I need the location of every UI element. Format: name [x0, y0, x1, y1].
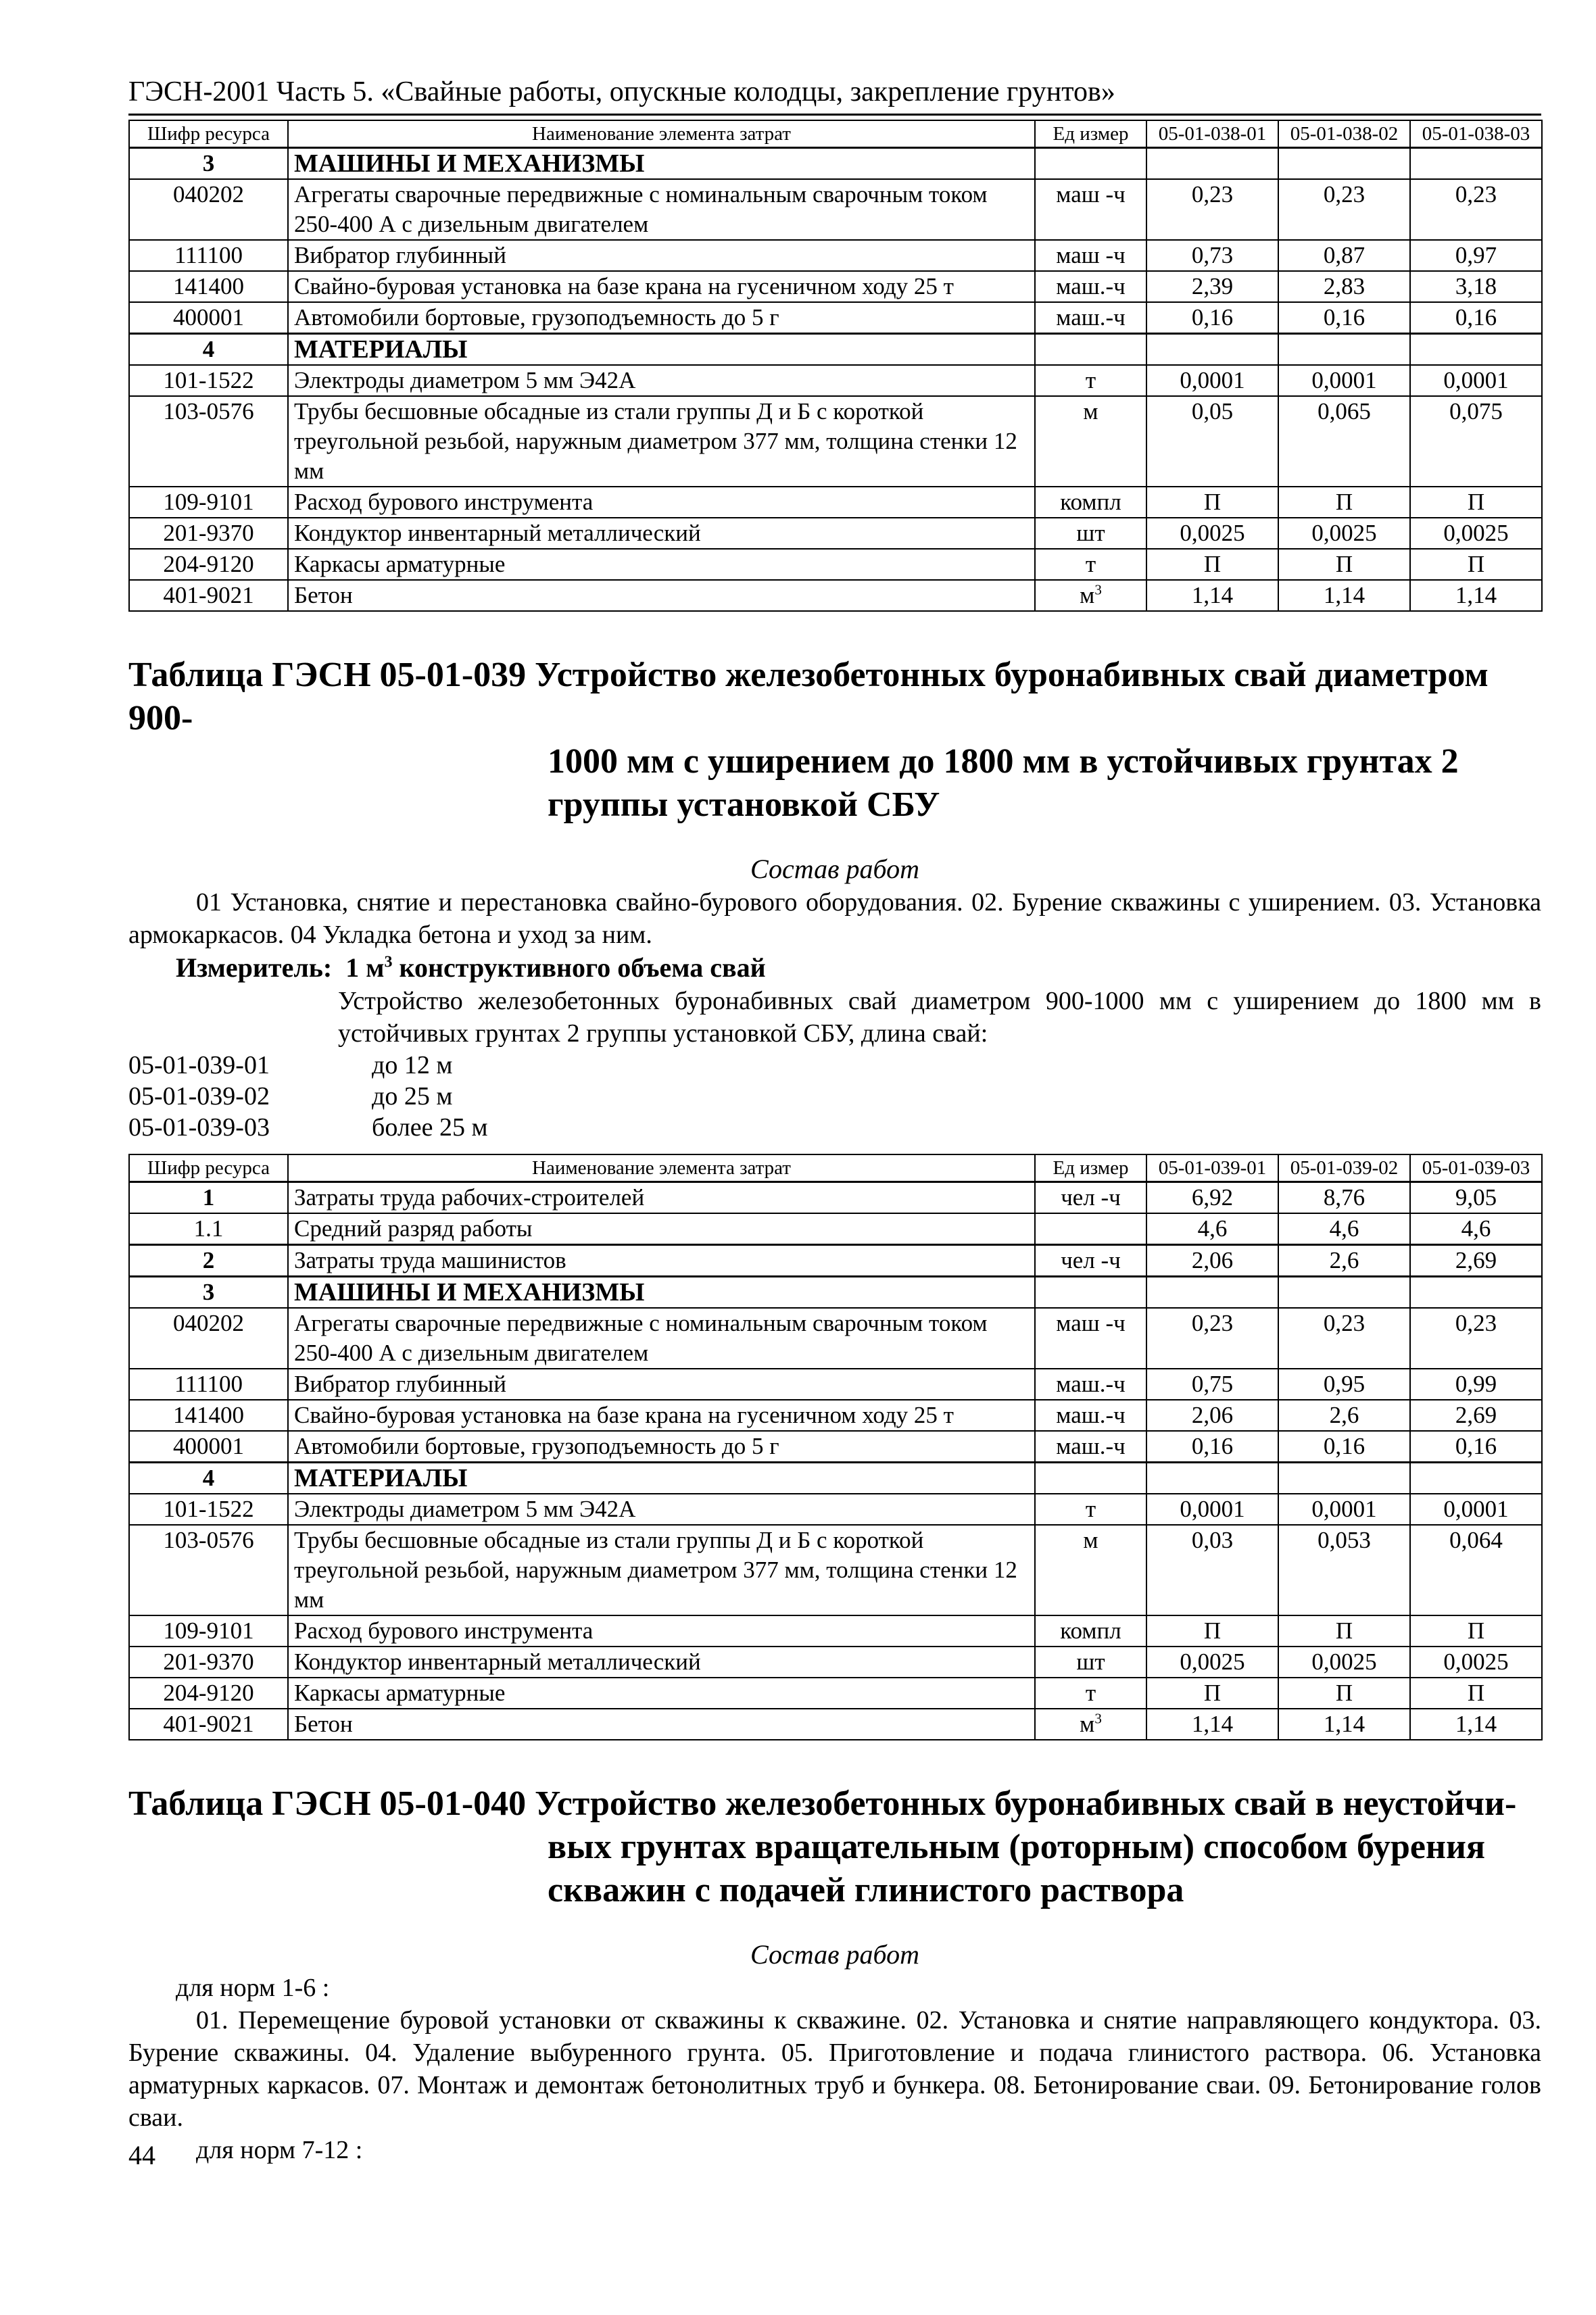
- norm-value-3: 0,0001: [1410, 365, 1542, 396]
- resource-code: 109-9101: [129, 487, 288, 518]
- norm-value-1: 2,39: [1146, 271, 1278, 302]
- works-description: 01 Установка, снятие и перестановка свайно-бурового оборудования. 02. Бурение скважины с уширением. 03. Установка армокаркасов. 04 Укладка бетона и уход за ним.: [128, 888, 1541, 949]
- resource-code: 111100: [129, 240, 288, 271]
- table-row: [129, 271, 1542, 302]
- col-header-name: Наименование элемента затрат: [288, 1154, 1035, 1182]
- table-header-row: [129, 120, 1542, 148]
- norm-value-1: 6,92: [1146, 1182, 1278, 1214]
- resource-code: 4: [129, 1463, 288, 1494]
- norm-value-3: [1410, 148, 1542, 180]
- norm-value-3: 0,23: [1410, 1308, 1542, 1369]
- document-page: [128, 74, 1541, 2166]
- resource-name: Расход бурового инструмента: [288, 1615, 1035, 1647]
- norm-value-3: П: [1410, 1615, 1542, 1647]
- norm-value-3: 0,064: [1410, 1525, 1542, 1615]
- norm-value-1: [1146, 1277, 1278, 1309]
- norm-value-2: 0,95: [1278, 1369, 1410, 1400]
- section-row: [129, 1463, 1542, 1494]
- norms-7-12-label: для норм 7-12 :: [196, 2136, 363, 2164]
- table-header-row: [129, 1154, 1542, 1182]
- table-title-039: [128, 654, 1541, 827]
- norm-value-3: 1,14: [1410, 1709, 1542, 1740]
- resource-name: Кондуктор инвентарный металлический: [288, 518, 1035, 549]
- table-row: [129, 1308, 1542, 1369]
- resource-code: 3: [129, 148, 288, 180]
- resource-code: 1: [129, 1182, 288, 1214]
- norm-value-1: 0,0001: [1146, 1494, 1278, 1525]
- table-row: [129, 1213, 1542, 1245]
- resource-code: 040202: [129, 179, 288, 240]
- table-title-lead: Таблица ГЭСН 05-01-039 Устройство железобетонных буронабивных свай диаметром 900-: [128, 656, 1489, 737]
- unit-cell: м: [1035, 1525, 1146, 1615]
- table-row: [129, 365, 1542, 396]
- norm-value-3: 9,05: [1410, 1182, 1542, 1214]
- norm-value-3: 0,23: [1410, 179, 1542, 240]
- norm-value-2: 4,6: [1278, 1213, 1410, 1245]
- norm-value-2: 8,76: [1278, 1182, 1410, 1214]
- works-description: 01. Перемещение буровой установки от скважины к скважине. 02. Установка и снятие направляющего кондуктора. 03. Бурение скважины. 04. Удаление выбуренного грунта. 05. Приготовление и подача глинистого раствора. 06. Установка арматурных каркасов. 07. Монтаж и демонтаж бетонолитных труб и бункера. 08. Бетонирование сваи. 09. Бетонирование голов сваи.: [128, 2006, 1541, 2132]
- resource-code: 101-1522: [129, 365, 288, 396]
- resource-code: 204-9120: [129, 1678, 288, 1709]
- norm-value-1: П: [1146, 1678, 1278, 1709]
- col-header-norm-1: 05-01-038-01: [1146, 120, 1278, 148]
- resource-name: Свайно-буровая установка на базе крана на гусеничном ходу 25 т: [288, 1400, 1035, 1431]
- norm-value-3: 2,69: [1410, 1400, 1542, 1431]
- unit-cell: т: [1035, 1678, 1146, 1709]
- norm-value-3: [1410, 1463, 1542, 1494]
- norm-value-3: 0,97: [1410, 240, 1542, 271]
- unit-cell: [1035, 148, 1146, 180]
- table-row: [129, 396, 1542, 487]
- works-heading: Состав работ: [750, 1939, 919, 1970]
- table-row: [129, 1615, 1542, 1647]
- table-title-lead: Таблица ГЭСН 05-01-040 Устройство железобетонных буронабивных свай в неустойчи-: [128, 1784, 1517, 1823]
- col-header-norm-1: 05-01-039-01: [1146, 1154, 1278, 1182]
- norm-value-1: [1146, 334, 1278, 366]
- resource-name: Расход бурового инструмента: [288, 487, 1035, 518]
- resource-name: Средний разряд работы: [288, 1213, 1035, 1245]
- resource-code: 204-9120: [129, 549, 288, 580]
- variant-text: более 25 м: [372, 1113, 488, 1142]
- table-row: [129, 1647, 1542, 1678]
- unit-cell: маш.-ч: [1035, 1431, 1146, 1463]
- resource-name: Агрегаты сварочные передвижные с номинальным сварочным током 250-400 А с дизельным двигателем: [288, 1308, 1035, 1369]
- resource-name: Автомобили бортовые, грузоподъемность до 5 г: [288, 1431, 1035, 1463]
- unit-cell: [1035, 334, 1146, 366]
- norm-value-2: 0,23: [1278, 1308, 1410, 1369]
- section-row: [129, 334, 1542, 366]
- norm-value-3: 3,18: [1410, 271, 1542, 302]
- resource-name: МАШИНЫ И МЕХАНИЗМЫ: [288, 148, 1035, 180]
- resource-code: 101-1522: [129, 1494, 288, 1525]
- norm-value-1: [1146, 1463, 1278, 1494]
- norm-value-3: 0,99: [1410, 1369, 1542, 1400]
- resource-code: 141400: [129, 271, 288, 302]
- norm-value-2: 0,16: [1278, 1431, 1410, 1463]
- resource-table-038: [128, 120, 1543, 612]
- unit-cell: [1035, 1463, 1146, 1494]
- col-header-norm-3: 05-01-038-03: [1410, 120, 1542, 148]
- unit-cell: т: [1035, 549, 1146, 580]
- norm-value-2: 0,0001: [1278, 1494, 1410, 1525]
- norm-value-2: 0,065: [1278, 396, 1410, 487]
- unit-cell: $м^3$: [1035, 1709, 1146, 1740]
- table-row: [129, 1182, 1542, 1214]
- col-header-name: Наименование элемента затрат: [288, 120, 1035, 148]
- variant-text: до 25 м: [372, 1082, 453, 1111]
- table-row: [129, 240, 1542, 271]
- norm-value-1: 0,75: [1146, 1369, 1278, 1400]
- meter-line: [128, 951, 1541, 985]
- norm-value-1: 0,0001: [1146, 365, 1278, 396]
- col-header-code: Шифр ресурса: [129, 1154, 288, 1182]
- norm-value-2: 0,053: [1278, 1525, 1410, 1615]
- resource-code: 1.1: [129, 1213, 288, 1245]
- resource-name: Затраты труда машинистов: [288, 1245, 1035, 1277]
- norm-value-2: П: [1278, 549, 1410, 580]
- norm-value-3: 4,6: [1410, 1213, 1542, 1245]
- col-header-unit: Ед измер: [1035, 1154, 1146, 1182]
- table-row: [129, 1369, 1542, 1400]
- norm-value-1: 4,6: [1146, 1213, 1278, 1245]
- norm-value-2: 2,6: [1278, 1400, 1410, 1431]
- resource-name: Трубы бесшовные обсадные из стали группы Д и Б с короткой треугольной резьбой, наружным диаметром 377 мм, толщина стенки 12 мм: [288, 1525, 1035, 1615]
- norm-value-1: 1,14: [1146, 580, 1278, 611]
- resource-code: 4: [129, 334, 288, 366]
- resource-code: 040202: [129, 1308, 288, 1369]
- norm-value-2: П: [1278, 1678, 1410, 1709]
- table-row: [129, 302, 1542, 334]
- unit-cell: чел -ч: [1035, 1245, 1146, 1277]
- unit-cell: компл: [1035, 1615, 1146, 1647]
- norm-value-3: 2,69: [1410, 1245, 1542, 1277]
- norm-value-1: 0,16: [1146, 302, 1278, 334]
- variant-row: [128, 1050, 1541, 1081]
- norm-value-2: 2,83: [1278, 271, 1410, 302]
- norm-value-2: 0,16: [1278, 302, 1410, 334]
- variants-description: Устройство железобетонных буронабивных свай диаметром 900-1000 мм с уширением до 1800 мм в устойчивых грунтах 2 группы установкой СБУ, длина свай:: [338, 987, 1541, 1048]
- variant-code: 05-01-039-02: [128, 1082, 270, 1111]
- resource-name: Свайно-буровая установка на базе крана на гусеничном ходу 25 т: [288, 271, 1035, 302]
- unit-cell: [1035, 1277, 1146, 1309]
- norm-value-3: 0,075: [1410, 396, 1542, 487]
- norm-value-3: 1,14: [1410, 580, 1542, 611]
- norm-value-3: 0,0001: [1410, 1494, 1542, 1525]
- resource-code: 201-9370: [129, 1647, 288, 1678]
- norm-value-3: П: [1410, 549, 1542, 580]
- unit-cell: шт: [1035, 518, 1146, 549]
- works-heading: Состав работ: [750, 854, 919, 884]
- norm-value-3: П: [1410, 487, 1542, 518]
- norm-value-2: 0,0001: [1278, 365, 1410, 396]
- unit-cell: маш -ч: [1035, 240, 1146, 271]
- col-header-norm-2: 05-01-039-02: [1278, 1154, 1410, 1182]
- table-body: [129, 1182, 1542, 1740]
- unit-cell: [1035, 1213, 1146, 1245]
- norm-value-1: 0,03: [1146, 1525, 1278, 1615]
- unit-cell: чел -ч: [1035, 1182, 1146, 1214]
- resource-code: 111100: [129, 1369, 288, 1400]
- variants-list: [128, 1050, 1541, 1143]
- norm-value-2: [1278, 1463, 1410, 1494]
- norm-value-2: П: [1278, 1615, 1410, 1647]
- col-header-unit: Ед измер: [1035, 120, 1146, 148]
- table-title-rest: 1000 мм с уширением до 1800 мм в устойчивых грунтах 2 группы установкой СБУ: [548, 742, 1459, 824]
- norm-value-1: П: [1146, 1615, 1278, 1647]
- norm-value-1: 0,23: [1146, 179, 1278, 240]
- table-row: [129, 1245, 1542, 1277]
- norm-value-3: [1410, 1277, 1542, 1309]
- resource-code: 401-9021: [129, 580, 288, 611]
- table-row: [129, 1678, 1542, 1709]
- norm-value-2: [1278, 148, 1410, 180]
- table-row: [129, 1400, 1542, 1431]
- unit-cell: маш.-ч: [1035, 1369, 1146, 1400]
- section-row: [129, 1277, 1542, 1309]
- norm-value-2: 0,23: [1278, 179, 1410, 240]
- variant-code: 05-01-039-03: [128, 1113, 270, 1142]
- resource-code: 3: [129, 1277, 288, 1309]
- table-body: [129, 148, 1542, 612]
- table-row: [129, 1494, 1542, 1525]
- resource-name: МАТЕРИАЛЫ: [288, 334, 1035, 366]
- table-row: [129, 1709, 1542, 1740]
- resource-name: Электроды диаметром 5 мм Э42А: [288, 365, 1035, 396]
- resource-name: Бетон: [288, 580, 1035, 611]
- norm-value-1: 0,73: [1146, 240, 1278, 271]
- resource-name: Кондуктор инвентарный металлический: [288, 1647, 1035, 1678]
- resource-name: Бетон: [288, 1709, 1035, 1740]
- table-row: [129, 1431, 1542, 1463]
- norm-value-1: 1,14: [1146, 1709, 1278, 1740]
- table-row: [129, 580, 1542, 611]
- resource-name: Вибратор глубинный: [288, 1369, 1035, 1400]
- norm-value-2: 0,0025: [1278, 1647, 1410, 1678]
- unit-cell: маш.-ч: [1035, 1400, 1146, 1431]
- unit-cell: м: [1035, 396, 1146, 487]
- variant-row: [128, 1081, 1541, 1112]
- unit-cell: маш -ч: [1035, 1308, 1146, 1369]
- resource-name: Вибратор глубинный: [288, 240, 1035, 271]
- col-header-code: Шифр ресурса: [129, 120, 288, 148]
- col-header-norm-3: 05-01-039-03: [1410, 1154, 1542, 1182]
- meter-label: Измеритель:: [176, 952, 333, 983]
- norm-value-3: П: [1410, 1678, 1542, 1709]
- unit-cell: т: [1035, 365, 1146, 396]
- resource-name: Каркасы арматурные: [288, 1678, 1035, 1709]
- resource-name: Трубы бесшовные обсадные из стали группы Д и Б с короткой треугольной резьбой, наружным диаметром 377 мм, толщина стенки 12 мм: [288, 396, 1035, 487]
- norm-value-2: [1278, 334, 1410, 366]
- resource-name: Автомобили бортовые, грузоподъемность до 5 г: [288, 302, 1035, 334]
- table-row: [129, 518, 1542, 549]
- page-number: 44: [128, 2140, 155, 2170]
- col-header-norm-2: 05-01-038-02: [1278, 120, 1410, 148]
- resource-name: МАШИНЫ И МЕХАНИЗМЫ: [288, 1277, 1035, 1309]
- norm-value-1: [1146, 148, 1278, 180]
- resource-code: 401-9021: [129, 1709, 288, 1740]
- resource-table-039: [128, 1154, 1543, 1740]
- table-title-rest: вых грунтах вращательным (роторным) способом бурения скважин с подачей глинистого раствора: [548, 1828, 1486, 1909]
- table-row: [129, 549, 1542, 580]
- table-row: [129, 487, 1542, 518]
- unit-cell: шт: [1035, 1647, 1146, 1678]
- resource-name: МАТЕРИАЛЫ: [288, 1463, 1035, 1494]
- unit-cell: $м^3$: [1035, 580, 1146, 611]
- norm-value-3: 0,0025: [1410, 1647, 1542, 1678]
- resource-code: 2: [129, 1245, 288, 1277]
- norm-value-1: П: [1146, 487, 1278, 518]
- table-title-040: [128, 1782, 1541, 1912]
- resource-code: 103-0576: [129, 1525, 288, 1615]
- variant-text: до 12 м: [372, 1051, 453, 1079]
- norm-value-2: 0,87: [1278, 240, 1410, 271]
- norm-value-1: 0,05: [1146, 396, 1278, 487]
- resource-code: 201-9370: [129, 518, 288, 549]
- resource-code: 103-0576: [129, 396, 288, 487]
- norm-value-1: 0,16: [1146, 1431, 1278, 1463]
- resource-code: 400001: [129, 302, 288, 334]
- norm-value-1: 0,0025: [1146, 1647, 1278, 1678]
- table-row: [129, 1525, 1542, 1615]
- resource-name: Каркасы арматурные: [288, 549, 1035, 580]
- resource-name: Затраты труда рабочих-строителей: [288, 1182, 1035, 1214]
- variant-row: [128, 1112, 1541, 1143]
- table-row: [129, 179, 1542, 240]
- norm-value-1: 2,06: [1146, 1245, 1278, 1277]
- unit-cell: маш.-ч: [1035, 302, 1146, 334]
- unit-cell: компл: [1035, 487, 1146, 518]
- norm-value-3: 0,16: [1410, 302, 1542, 334]
- norm-value-3: 0,16: [1410, 1431, 1542, 1463]
- resource-code: 109-9101: [129, 1615, 288, 1647]
- running-header: ГЭСН-2001 Часть 5. «Свайные работы, опускные колодцы, закрепление грунтов»: [128, 74, 1541, 116]
- norm-value-3: [1410, 334, 1542, 366]
- norm-value-2: 2,6: [1278, 1245, 1410, 1277]
- unit-cell: маш.-ч: [1035, 271, 1146, 302]
- meter-value: 1 $м^3$ конструктивного объема свай: [345, 952, 766, 983]
- norm-value-1: 0,0025: [1146, 518, 1278, 549]
- unit-cell: маш -ч: [1035, 179, 1146, 240]
- resource-name: Агрегаты сварочные передвижные с номинальным сварочным током 250-400 А с дизельным двигателем: [288, 179, 1035, 240]
- norm-value-2: П: [1278, 487, 1410, 518]
- resource-code: 141400: [129, 1400, 288, 1431]
- norm-value-1: 0,23: [1146, 1308, 1278, 1369]
- norm-value-2: 1,14: [1278, 1709, 1410, 1740]
- section-row: [129, 148, 1542, 180]
- unit-cell: т: [1035, 1494, 1146, 1525]
- variant-code: 05-01-039-01: [128, 1051, 270, 1079]
- resource-code: 400001: [129, 1431, 288, 1463]
- resource-name: Электроды диаметром 5 мм Э42А: [288, 1494, 1035, 1525]
- norm-value-3: 0,0025: [1410, 518, 1542, 549]
- norm-value-1: 2,06: [1146, 1400, 1278, 1431]
- norm-value-2: [1278, 1277, 1410, 1309]
- norm-value-2: 0,0025: [1278, 518, 1410, 549]
- norms-1-6-label: для норм 1-6 :: [176, 1974, 330, 2002]
- norm-value-1: П: [1146, 549, 1278, 580]
- norm-value-2: 1,14: [1278, 580, 1410, 611]
